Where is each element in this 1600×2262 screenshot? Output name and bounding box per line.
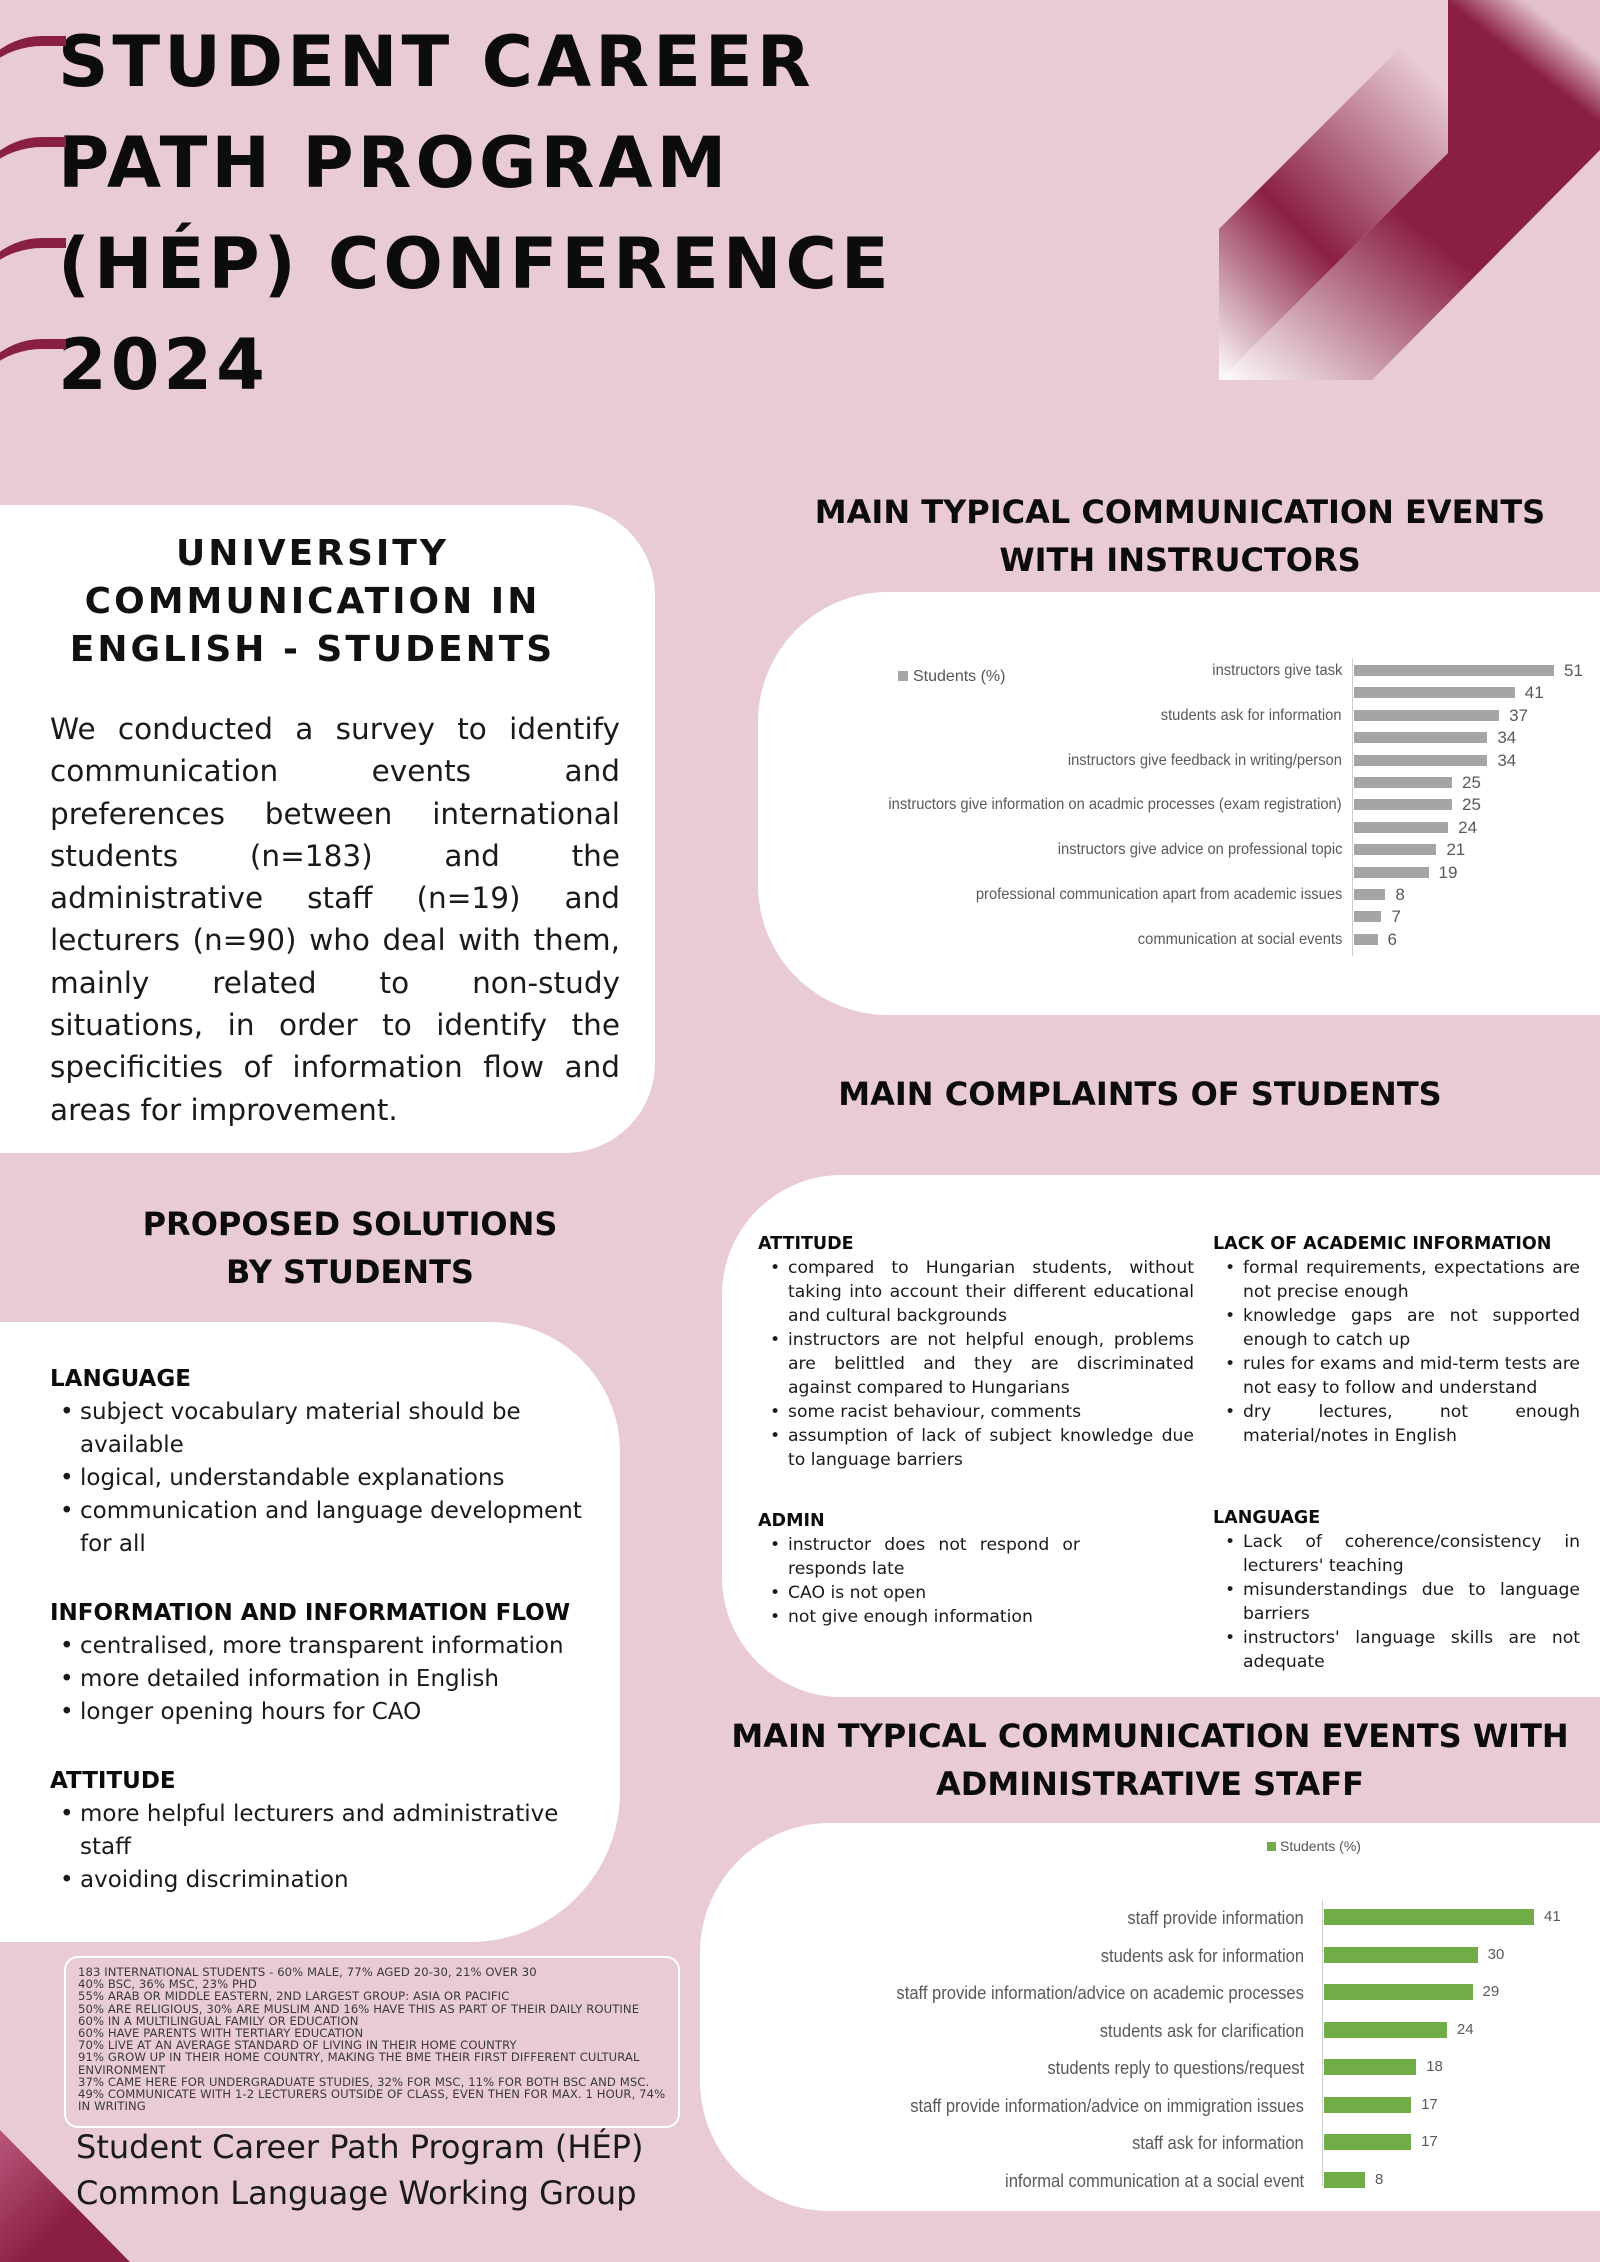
solution-group-language: LANGUAGE • subject vocabulary material should be available • logical, understandable explanations • communication and language development for all [50,1363,610,1561]
list-item: • knowledge gaps are not supported enough to catch up [1243,1304,1580,1352]
list-item: • more helpful lecturers and administrative staff [80,1798,610,1864]
bar-value: 29 [1482,1983,1500,2000]
solution-group-information: INFORMATION AND INFORMATION FLOW • centralised, more transparent information • more detailed information in English • longer opening hours for CAO [50,1597,610,1729]
title-line-2: PATH PROGRAM [0,113,960,214]
bar-value: 19 [1438,862,1458,882]
bar [1354,822,1448,833]
solution-group-attitude: ATTITUDE • more helpful lecturers and administrative staff • avoiding discrimination [50,1765,610,1897]
title-line-3: (HÉP) CONFERENCE [0,214,960,315]
bar [1354,889,1385,900]
instructors-heading: MAIN TYPICAL COMMUNICATION EVENTS WITH INSTRUCTORS [814,493,1546,579]
intro-title: UNIVERSITY COMMUNICATION IN ENGLISH - STUDENTS [69,533,556,670]
swoosh-icon [0,339,66,411]
title-line-1: STUDENT CAREER [0,12,960,113]
list-item: • longer opening hours for CAO [80,1696,610,1729]
bar-label: instructors give information on acadmic processes (exam registration) [888,796,1342,814]
list-item: • communication and language development for all [80,1495,610,1561]
chart-bar-row [760,682,1600,704]
bar-value: 24 [1458,817,1478,837]
bar-label: instructors give advice on professional topic [1057,841,1342,859]
bar [1324,2134,1411,2150]
swoosh-icon [0,36,66,108]
title-line-4: 2024 [0,315,960,416]
list-item: • instructor does not respond or responds late [788,1533,1080,1581]
complaint-group-academic-info: LACK OF ACADEMIC INFORMATION • formal requirements, expectations are not precise enough • knowledge gaps are not supported enough to catch up • rules for exams and mid-term tests are not easy to follow and understand • dry lectures, not enough material/notes in English [1213,1232,1580,1448]
chart-bar-row [760,794,1600,816]
bar-value: 8 [1374,2170,1384,2188]
list-item: • instructors' language skills are not adequate [1243,1626,1580,1674]
bar [1354,911,1381,922]
chart-bar-row [760,839,1600,861]
chart-bar-row [760,750,1600,772]
chart-bar-row [760,906,1600,928]
ribbon-decoration-icon [1180,0,1600,400]
bar-value: 25 [1462,795,1481,815]
list-item: • centralised, more transparent information [80,1630,610,1663]
solutions-heading: PROPOSED SOLUTIONS BY STUDENTS [142,1205,558,1291]
bar [1354,665,1554,676]
chart-bar-row [700,1980,1600,2006]
legend-swatch-icon [1267,1842,1276,1851]
bar [1324,1984,1473,2000]
bar-value: 25 [1462,773,1481,792]
bar [1354,777,1452,788]
bar [1324,1947,1478,1963]
list-item: • some racist behaviour, comments [788,1400,1194,1424]
bar [1354,867,1429,878]
bar-value: 34 [1497,728,1517,748]
list-item: • not give enough information [788,1605,1080,1629]
bar [1354,732,1487,743]
complaint-group-admin: ADMIN • instructor does not respond or responds late • CAO is not open • not give enough information [758,1509,1080,1629]
chart-bar-row [700,2093,1600,2119]
bar [1324,2022,1447,2038]
list-item: • compared to Hungarian students, without taking into account their different educational and cultural backgrounds [788,1256,1194,1328]
bar [1324,2059,1416,2075]
bar [1324,1909,1534,1925]
bar-value: 7 [1391,907,1401,927]
list-item: • avoiding discrimination [80,1864,610,1897]
chart-bar-row [760,660,1600,682]
chart-legend: Students (%) [898,668,1005,686]
bar-label: staff ask for information [1132,2133,1304,2153]
bar-label: communication at social events [1137,930,1342,948]
chart-bar-row [760,772,1600,794]
bar-label: informal communication at a social event [1004,2170,1304,2191]
bar-value: 51 [1564,661,1583,680]
bar-label: staff provide information/advice on immigration issues [910,2095,1304,2116]
chart-bar-row [700,2055,1600,2081]
complaint-group-attitude: ATTITUDE • compared to Hungarian students, without taking into account their different educational and cultural backgrounds • instructors are not helpful enough, problems are belittled and they are discriminated against compared to Hungarians • some racist behaviour, comments • assumption of lack of subject knowledge due to language barriers [758,1232,1194,1472]
admin-heading: MAIN TYPICAL COMMUNICATION EVENTS WITH ADMINISTRATIVE STAFF [731,1717,1569,1803]
bar-value: 37 [1509,705,1529,725]
intro-body: We conducted a survey to identify communication events and preferences between international students (n=183) and the administrative staff (n=19) and lecturers (n=90) who deal with them, mainly related to non-study situations, in order to identify the specificities of information flow and areas for improvement. [50,712,620,1127]
list-item: • CAO is not open [788,1581,1080,1605]
bar [1354,755,1487,766]
bar [1354,934,1378,945]
list-item: • misunderstandings due to language barriers [1243,1578,1580,1626]
chart-bar-row [760,884,1600,906]
bar-label: students reply to questions/request [1047,2058,1304,2078]
swoosh-icon [0,137,66,209]
chart-bar-row [700,1943,1600,1969]
chart-bar-row [700,1905,1600,1931]
bar-label: students ask for clarification [1099,2020,1304,2041]
bar [1354,844,1436,855]
swoosh-icon [0,238,66,310]
bar-value: 34 [1497,750,1517,770]
footer-credits: Student Career Path Program (HÉP) Common Language Working Group [76,2128,644,2212]
list-item: • instructors are not helpful enough, problems are belittled and they are discriminated against compared to Hungarians [788,1328,1194,1400]
bar-value: 6 [1387,929,1397,949]
list-item: • dry lectures, not enough material/notes in English [1243,1400,1580,1448]
bar-value: 8 [1395,885,1405,904]
chart-bar-row [760,862,1600,884]
bar-value: 24 [1456,2020,1474,2038]
bar-label: instructors give task [1211,662,1342,679]
complaints-heading: MAIN COMPLAINTS OF STUDENTS [838,1075,1442,1113]
bar-label: staff provide information [1127,1908,1304,1928]
chart-bar-row [760,817,1600,839]
bar-label: instructors give feedback in writing/person [1067,751,1342,769]
bar [1354,799,1452,810]
admin-bar-chart [700,1830,1600,2190]
chart-legend: Students (%) [1267,1838,1361,1854]
list-item: • formal requirements, expectations are not precise enough [1243,1256,1580,1304]
bar-value: 30 [1487,1945,1505,1963]
chart-bar-row [700,2130,1600,2156]
bar [1324,2097,1411,2113]
chart-bar-row [760,727,1600,749]
bar-label: professional communication apart from academic issues [975,886,1342,903]
list-item: • logical, understandable explanations [80,1462,610,1495]
list-item: • assumption of lack of subject knowledge due to language barriers [788,1424,1194,1472]
instructors-bar-chart [760,650,1600,970]
list-item: • Lack of coherence/consistency in lecturers' teaching [1243,1530,1580,1578]
bar-label: staff provide information/advice on academic processes [896,1983,1304,2003]
chart-bar-row [760,929,1600,951]
list-item: • rules for exams and mid-term tests are not easy to follow and understand [1243,1352,1580,1400]
complaint-group-language: LANGUAGE • Lack of coherence/consistency in lecturers' teaching • misunderstandings due to language barriers • instructors' language skills are not adequate [1213,1506,1580,1674]
bar [1354,687,1515,698]
chart-bar-row [700,2018,1600,2044]
list-item: • more detailed information in English [80,1663,610,1696]
bar-value: 17 [1421,2095,1438,2113]
bar-value: 17 [1421,2133,1438,2150]
bar-value: 21 [1446,840,1466,860]
bar-value: 41 [1544,1908,1561,1925]
list-item: • subject vocabulary material should be available [80,1396,610,1462]
chart-bar-row [760,705,1600,727]
bar-value: 18 [1426,2058,1443,2075]
bar [1354,710,1499,721]
bar-label: students ask for information [1100,1945,1304,1966]
chart-bar-row [700,2168,1600,2194]
poster-title [0,12,960,416]
bar-value: 41 [1524,683,1544,703]
bar [1324,2172,1365,2188]
bar-label: students ask for information [1161,706,1342,724]
demographics-box: 183 INTERNATIONAL STUDENTS - 60% MALE, 77% AGED 20-30, 21% OVER 30 40% BSC, 36% MSC, 23% PHD 55% ARAB OR MIDDLE EASTERN, 2ND LARGEST GROUP: ASIA OR PACIFIC 50% ARE RELIGIOUS, 30% ARE MUSLIM AND 16% HAVE THIS AS PART OF THEIR DAILY ROUTINE 60% IN A MULTILINGUAL FAMILY OR EDUCATION 60% HAVE PARENTS WITH TERTIARY EDUCATION 70% LIVE AT AN AVERAGE STANDARD OF LIVING IN THEIR HOME COUNTRY 91% GROW UP IN THEIR HOME COUNTRY, MAKING THE BME THEIR FIRST DIFFERENT CULTURAL ENVIRONMENT 37% CAME HERE FOR UNDERGRADUATE STUDIES, 32% FOR MSC, 11% FOR BOTH BSC AND MSC. 49% COMMUNICATE WITH 1-2 LECTURERS OUTSIDE OF CLASS, EVEN THEN FOR MAX. 1 HOUR, 74% IN WRITING [64,1956,680,2128]
